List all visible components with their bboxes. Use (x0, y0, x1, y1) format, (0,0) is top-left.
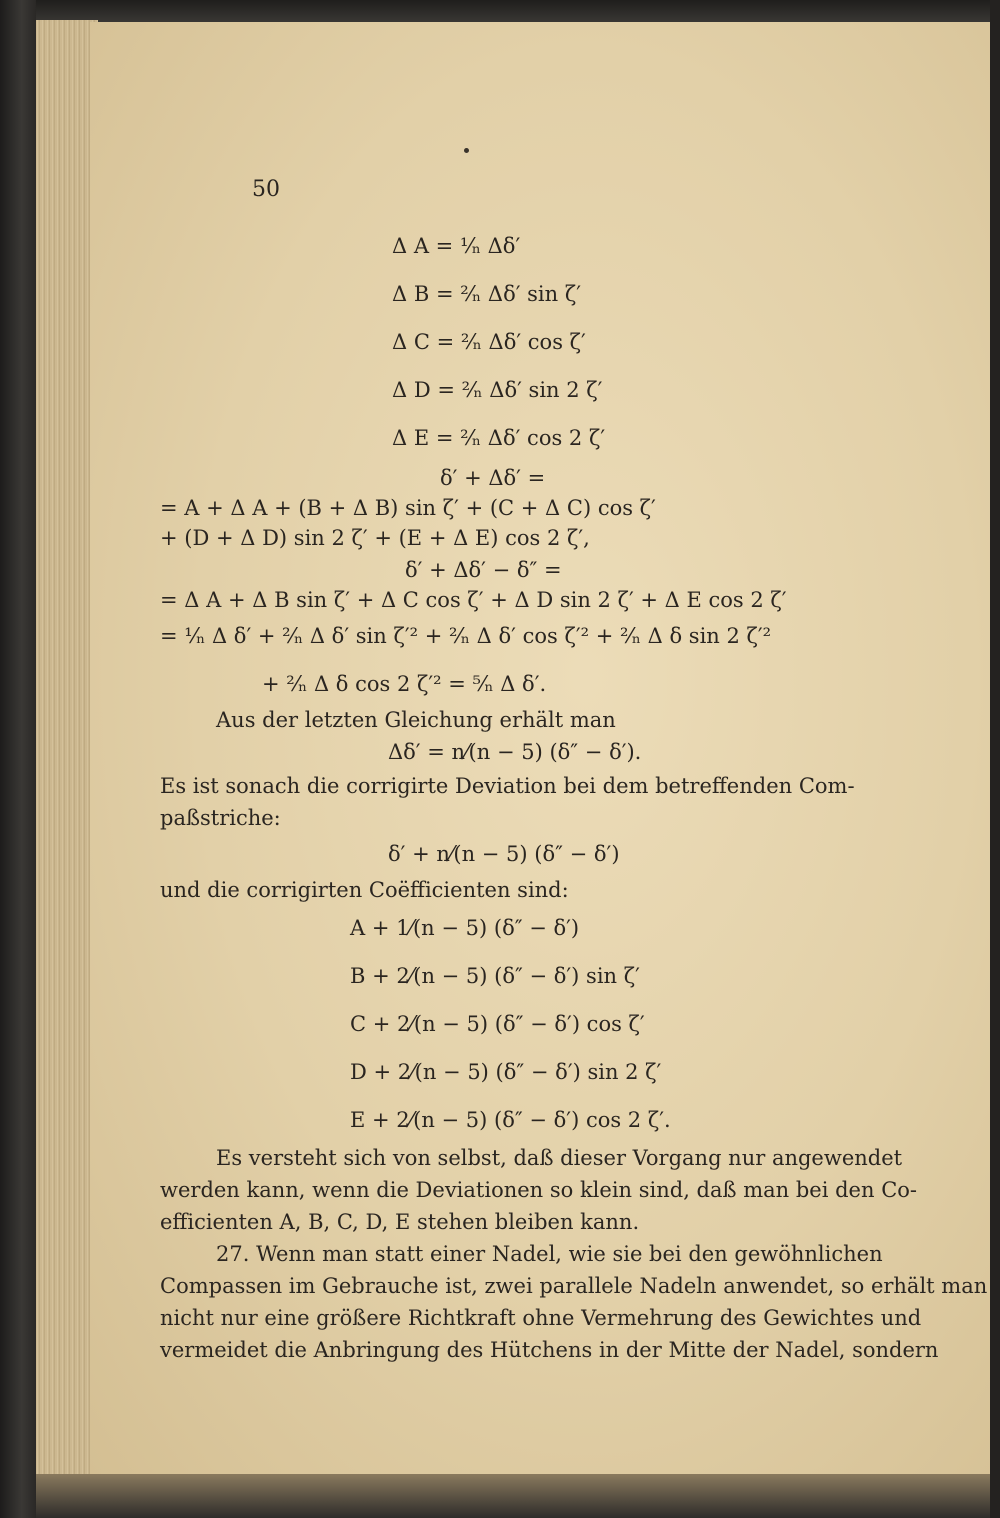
text-line: werden kann, wenn die Deviationen so klein sind, daß man bei den Co- (160, 1178, 917, 1202)
text-line: + (D + Δ D) sin 2 ζ′ + (E + Δ E) cos 2 ζ′, (160, 526, 590, 550)
text-line: = ¹⁄ₙ Δ δ′ + ²⁄ₙ Δ δ′ sin ζ′² + ²⁄ₙ Δ δ′ cos ζ′² + ²⁄ₙ Δ δ sin 2 ζ′² (160, 624, 772, 648)
text-line: Δ B = ²⁄ₙ Δδ′ sin ζ′ (392, 282, 581, 306)
text-line: Δ C = ²⁄ₙ Δδ′ cos ζ′ (392, 330, 586, 354)
text-line: + ²⁄ₙ Δ δ cos 2 ζ′² = ⁵⁄ₙ Δ δ′. (262, 672, 547, 696)
text-line: vermeidet die Anbringung des Hütchens in der Mitte der Nadel, sondern (160, 1338, 939, 1362)
text-line: C + 2⁄(n − 5) (δ″ − δ′) cos ζ′ (350, 1012, 645, 1036)
text-line: δ′ + Δδ′ − δ″ = (405, 558, 562, 582)
page-number: 50 (252, 177, 280, 202)
text-line: 27. Wenn man statt einer Nadel, wie sie bei den gewöhnlichen (216, 1242, 883, 1266)
text-line: Aus der letzten Gleichung erhält man (216, 708, 616, 732)
text-line: Compassen im Gebrauche ist, zwei parallele Nadeln anwendet, so erhält man (160, 1274, 988, 1298)
text-line: Δδ′ = n⁄(n − 5) (δ″ − δ′). (388, 740, 642, 764)
text-line: Es versteht sich von selbst, daß dieser Vorgang nur angewendet (216, 1146, 903, 1170)
text-line: = A + Δ A + (B + Δ B) sin ζ′ + (C + Δ C) cos ζ′ (160, 496, 656, 520)
text-line: D + 2⁄(n − 5) (δ″ − δ′) sin 2 ζ′ (350, 1060, 662, 1084)
text-line: A + 1⁄(n − 5) (δ″ − δ′) (350, 916, 580, 940)
page-edges (36, 20, 98, 1480)
text-line: = Δ A + Δ B sin ζ′ + Δ C cos ζ′ + Δ D sin 2 ζ′ + Δ E cos 2 ζ′ (160, 588, 787, 612)
text-line: δ′ + Δδ′ = (440, 466, 546, 490)
text-line: E + 2⁄(n − 5) (δ″ − δ′) cos 2 ζ′. (350, 1108, 671, 1132)
text-line: efficienten A, B, C, D, E stehen bleiben kann. (160, 1210, 640, 1234)
text-line: δ′ + n⁄(n − 5) (δ″ − δ′) (388, 842, 620, 866)
text-line: und die corrigirten Coëfficienten sind: (160, 878, 569, 902)
text-line: nicht nur eine größere Richtkraft ohne Vermehrung des Gewichtes und (160, 1306, 922, 1330)
book-bottom-edge (36, 1474, 990, 1518)
text-line: Δ A = ¹⁄ₙ Δδ′ (392, 234, 521, 258)
text-line: B + 2⁄(n − 5) (δ″ − δ′) sin ζ′ (350, 964, 640, 988)
text-line: Δ E = ²⁄ₙ Δδ′ cos 2 ζ′ (392, 426, 606, 450)
book-cover-spine (0, 0, 36, 1518)
book-page (90, 22, 990, 1474)
book-cover-top (0, 0, 1000, 24)
ink-dot (464, 148, 469, 153)
book-cover-right (990, 0, 1000, 1518)
text-line: paßstriche: (160, 806, 281, 830)
text-line: Δ D = ²⁄ₙ Δδ′ sin 2 ζ′ (392, 378, 603, 402)
text-line: Es ist sonach die corrigirte Deviation bei dem betreffenden Com- (160, 774, 855, 798)
